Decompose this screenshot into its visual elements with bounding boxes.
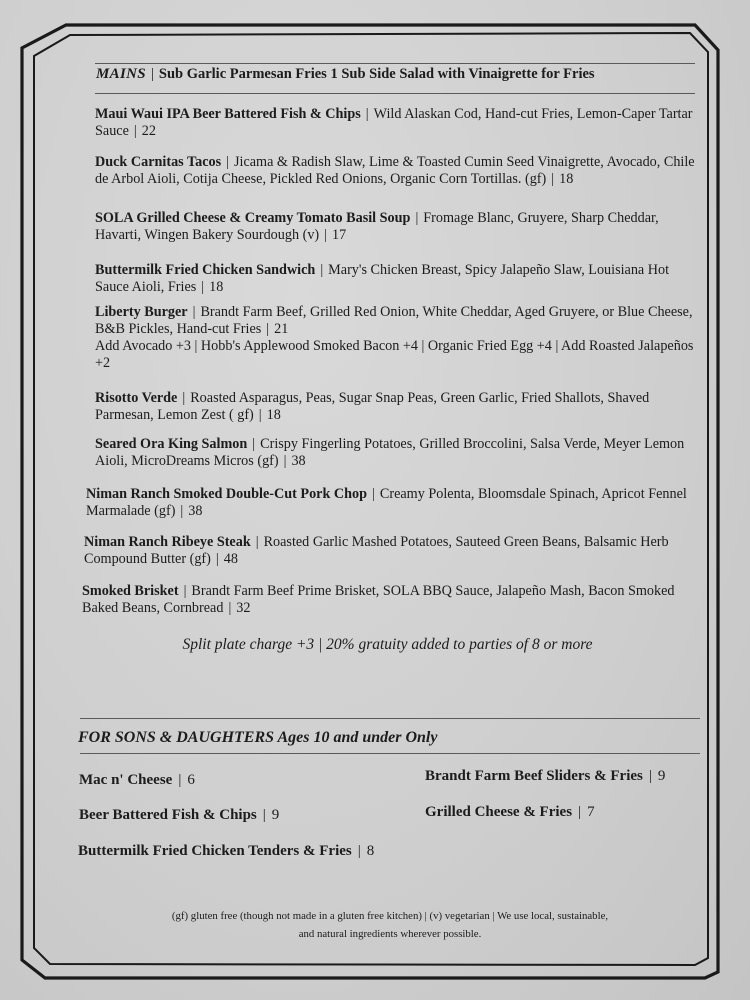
kids-item-name: Mac n' Cheese: [79, 772, 173, 788]
menu-item: Risotto Verde | Roasted Asparagus, Peas, Sugar Snap Peas, Green Garlic, Fried Shallots, Shaved Parmesan, Lemon Zest ( gf) | 18: [95, 390, 650, 423]
kids-item-name: Brandt Farm Beef Sliders & Fries: [425, 768, 643, 784]
item-description: Fromage Blanc, Gruyere, Sharp Cheddar, Havarti, Wingen Bakery Sourdough (v): [95, 210, 659, 243]
item-name: Duck Carnitas Tacos: [95, 154, 222, 170]
kids-item-price: 9: [271, 807, 280, 823]
item-description: Creamy Polenta, Bloomsdale Spinach, Apricot Fennel Marmalade (gf): [86, 486, 687, 519]
item-price: 21: [274, 321, 289, 337]
item-description: Roasted Asparagus, Peas, Sugar Snap Peas, Green Garlic, Fried Shallots, Shaved Parmesan, Lemon Zest ( gf): [95, 390, 650, 423]
kids-item-price: 9: [657, 768, 666, 784]
item-name: Buttermilk Fried Chicken Sandwich: [95, 262, 316, 278]
item-description: Crispy Fingerling Potatoes, Grilled Broccolini, Salsa Verde, Meyer Lemon Aioli, MicroDreams Micros (gf): [95, 436, 685, 469]
item-price: 38: [188, 503, 203, 519]
item-description: Jicama & Radish Slaw, Lime & Toasted Cumin Seed Vinaigrette, Avocado, Chile de Arbol Aioli, Cotija Cheese, Pickled Red Onions, Organic Corn Tortillas. (gf): [95, 154, 695, 187]
footnote-line-1: (gf) gluten free (though not made in a gluten free kitchen) | (v) vegetarian | We use local, sustainable,: [171, 910, 609, 922]
dietary-footnote: [0, 907, 750, 943]
kids-item: Brandt Farm Beef Sliders & Fries | 9: [425, 768, 666, 784]
split-plate-note: Split plate charge +3 | 20% gratuity added to parties of 8 or more: [182, 636, 593, 653]
mains-header: [96, 66, 595, 83]
menu-item: Niman Ranch Smoked Double-Cut Pork Chop | Creamy Polenta, Bloomsdale Spinach, Apricot Fennel Marmalade (gf) | 38: [86, 486, 687, 519]
item-price: 18: [266, 407, 281, 423]
item-name: Maui Waui IPA Beer Battered Fish & Chips: [95, 106, 361, 122]
item-description: Roasted Garlic Mashed Potatoes, Sauteed Green Beans, Balsamic Herb Compound Butter (gf): [84, 534, 669, 567]
item-description: Brandt Farm Beef, Grilled Red Onion, White Cheddar, Aged Gruyere, or Blue Cheese, B&B Pickles, Hand-cut Fries: [95, 304, 693, 337]
item-price: 17: [332, 227, 347, 243]
kids-rule-top: [80, 718, 700, 719]
item-price: 48: [223, 551, 238, 567]
kids-rule-bottom: [80, 753, 700, 754]
menu-item: Buttermilk Fried Chicken Sandwich | Mary's Chicken Breast, Spicy Jalapeño Slaw, Louisiana Hot Sauce Aioli, Fries | 18: [95, 262, 670, 295]
mains-title: MAINS: [96, 66, 146, 82]
menu-item: SOLA Grilled Cheese & Creamy Tomato Basil Soup | Fromage Blanc, Gruyere, Sharp Cheddar, Havarti, Wingen Bakery Sourdough (v) | 17: [95, 210, 659, 243]
item-name: Seared Ora King Salmon: [95, 436, 248, 452]
item-name: Risotto Verde: [95, 390, 178, 406]
kids-item-price: 6: [187, 772, 195, 788]
item-price: 18: [209, 279, 224, 295]
item-price: 18: [559, 171, 574, 187]
menu-item: Smoked Brisket | Brandt Farm Beef Prime Brisket, SOLA BBQ Sauce, Jalapeño Mash, Bacon Smoked Baked Beans, Cornbread | 32: [82, 583, 675, 616]
item-name: SOLA Grilled Cheese & Creamy Tomato Basil Soup: [95, 210, 411, 226]
kids-item: Grilled Cheese & Fries | 7: [425, 804, 595, 820]
menu-item: Duck Carnitas Tacos | Jicama & Radish Slaw, Lime & Toasted Cumin Seed Vinaigrette, Avocado, Chile de Arbol Aioli, Cotija Cheese, Pickled Red Onions, Organic Corn Tortillas. (gf) | 18: [95, 154, 695, 187]
footnote-line-2: and natural ingredients wherever possible.: [298, 928, 482, 940]
item-description: Brandt Farm Beef Prime Brisket, SOLA BBQ Sauce, Jalapeño Mash, Bacon Smoked Baked Beans, Cornbread: [82, 583, 675, 616]
item-name: Smoked Brisket: [82, 583, 179, 599]
menu-item: Maui Waui IPA Beer Battered Fish & Chips | Wild Alaskan Cod, Hand-cut Fries, Lemon-Caper Tartar Sauce | 22: [95, 106, 693, 139]
kids-item-price: 7: [587, 804, 595, 820]
mains-subtitle: Sub Garlic Parmesan Fries 1 Sub Side Salad with Vinaigrette for Fries: [158, 66, 595, 82]
item-description: Mary's Chicken Breast, Spicy Jalapeño Slaw, Louisiana Hot Sauce Aioli, Fries: [95, 262, 670, 295]
kids-item: Mac n' Cheese | 6: [79, 772, 195, 788]
kids-item-name: Buttermilk Fried Chicken Tenders & Fries: [78, 843, 352, 859]
item-description: Wild Alaskan Cod, Hand-cut Fries, Lemon-Caper Tartar Sauce: [95, 106, 693, 139]
item-name: Liberty Burger: [95, 304, 188, 320]
header-rule-bottom: [95, 93, 695, 94]
item-name: Niman Ranch Smoked Double-Cut Pork Chop: [86, 486, 368, 502]
header-rule-top: [95, 63, 695, 64]
kids-item-name: Beer Battered Fish & Chips: [79, 807, 257, 823]
kids-item-name: Grilled Cheese & Fries: [425, 804, 573, 820]
item-price: 22: [141, 123, 156, 139]
menu-item: Seared Ora King Salmon | Crispy Fingerling Potatoes, Grilled Broccolini, Salsa Verde, Meyer Lemon Aioli, MicroDreams Micros (gf) | 38: [95, 436, 685, 469]
item-name: Niman Ranch Ribeye Steak: [84, 534, 251, 550]
item-price: 32: [236, 600, 251, 616]
item-price: 38: [291, 453, 306, 469]
header-separator: |: [150, 66, 154, 82]
menu-item: Niman Ranch Ribeye Steak | Roasted Garlic Mashed Potatoes, Sauteed Green Beans, Balsamic Herb Compound Butter (gf) | 48: [84, 534, 669, 567]
kids-item-price: 8: [366, 843, 375, 859]
kids-item: Beer Battered Fish & Chips | 9: [79, 807, 280, 823]
kids-section-title: FOR SONS & DAUGHTERS Ages 10 and under Only: [78, 729, 438, 746]
menu-item: Liberty Burger | Brandt Farm Beef, Grilled Red Onion, White Cheddar, Aged Gruyere, or Blue Cheese, B&B Pickles, Hand-cut Fries | 21 Add Avocado +3 | Hobb's Applewood Smoked Bacon +4 | Organic Fried Egg +4 | Add Roasted Jalapeños +2: [95, 304, 694, 371]
item-addons: Add Avocado +3 | Hobb's Applewood Smoked Bacon +4 | Organic Fried Egg +4 | Add Roasted Jalapeños +2: [95, 338, 694, 371]
kids-item: Buttermilk Fried Chicken Tenders & Fries | 8: [78, 843, 375, 859]
